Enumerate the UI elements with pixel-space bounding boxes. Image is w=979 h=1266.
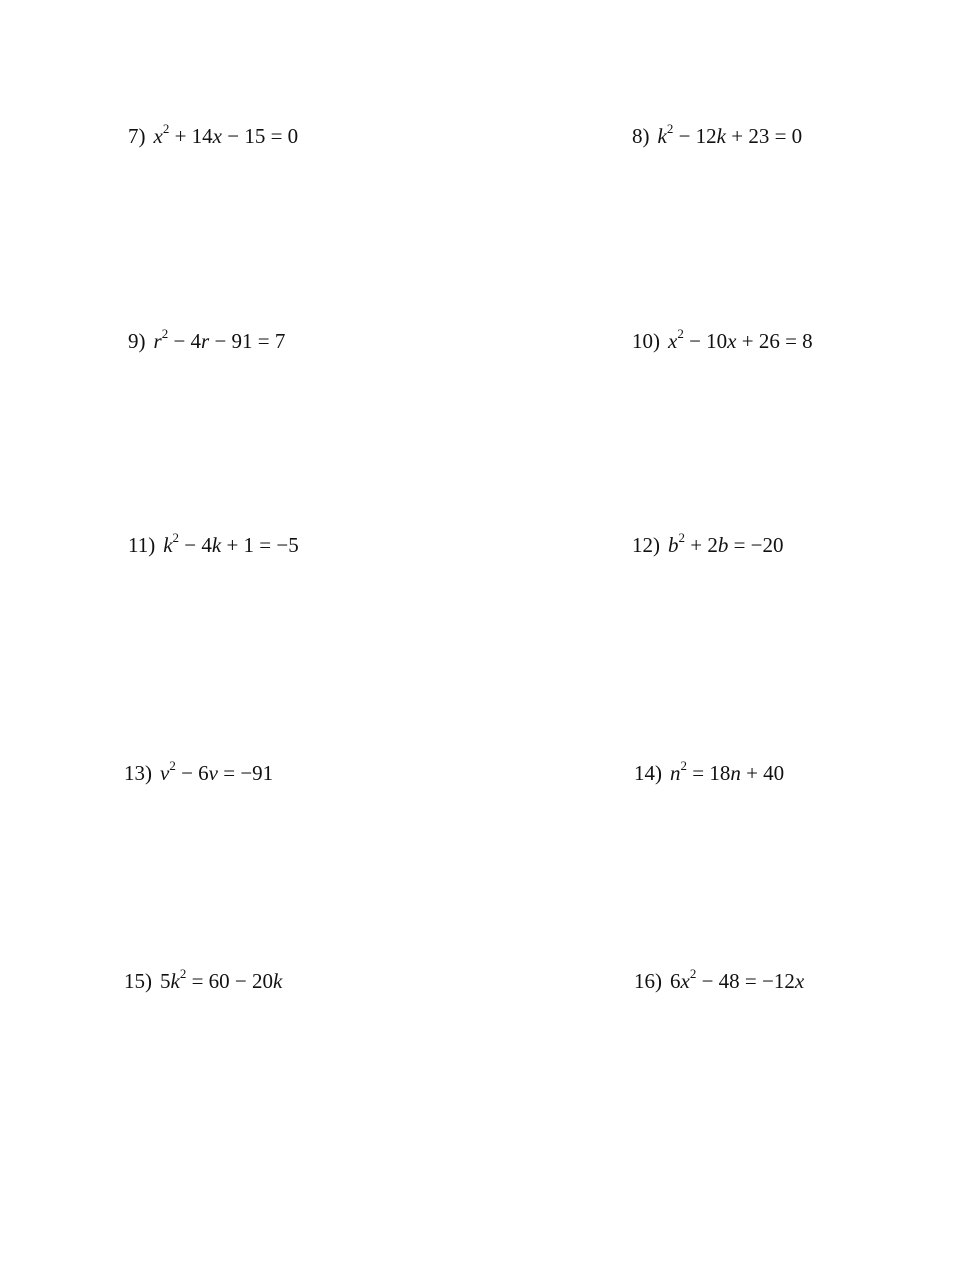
- variable: x: [668, 329, 678, 353]
- problem-10: [632, 326, 813, 353]
- equation-text: = 18: [687, 761, 731, 785]
- variable: k: [273, 969, 283, 993]
- equation-text: 5: [160, 969, 171, 993]
- variable: v: [208, 761, 218, 785]
- exponent: 2: [172, 530, 180, 545]
- equation: [153, 121, 299, 148]
- variable: x: [153, 124, 163, 148]
- problem-number: 7): [128, 124, 146, 148]
- exponent: 2: [680, 758, 687, 773]
- equation: [668, 530, 784, 557]
- equation-text: − 48 = −12: [696, 969, 795, 993]
- variable: b: [668, 533, 679, 557]
- problem-13: [124, 758, 274, 785]
- problem-8: [632, 121, 803, 148]
- problem-number: 14): [634, 761, 662, 785]
- variable: b: [717, 533, 729, 557]
- variable: n: [730, 761, 741, 785]
- exponent: 2: [161, 326, 169, 341]
- equation-text: − 91 = 7: [209, 329, 286, 353]
- variable: x: [794, 969, 805, 993]
- equation-text: − 6: [175, 761, 209, 785]
- equation-text: − 15 = 0: [222, 124, 299, 148]
- equation-text: − 4: [179, 533, 212, 557]
- problem-number: 12): [632, 533, 660, 557]
- equation-text: + 40: [740, 761, 785, 785]
- exponent: 2: [162, 121, 170, 136]
- equation-text: + 1 = −5: [221, 533, 299, 557]
- problem-12: [632, 530, 784, 557]
- variable: r: [201, 329, 210, 353]
- variable: k: [657, 124, 667, 148]
- problem-15: [124, 966, 283, 993]
- problem-number: 13): [124, 761, 152, 785]
- equation: [163, 530, 299, 557]
- equation: [670, 966, 805, 993]
- equation-text: = −91: [218, 761, 274, 785]
- exponent: 2: [689, 966, 697, 981]
- equation-text: − 4: [168, 329, 202, 353]
- problem-number: 16): [634, 969, 662, 993]
- exponent: 2: [678, 530, 685, 545]
- problem-14: [634, 758, 785, 785]
- problem-number: 9): [128, 329, 146, 353]
- equation: [668, 326, 813, 353]
- equation-text: − 10: [683, 329, 728, 353]
- equation-text: − 12: [673, 124, 717, 148]
- variable: v: [160, 761, 170, 785]
- equation: [670, 758, 785, 785]
- problem-16: [634, 966, 805, 993]
- exponent: 2: [179, 966, 187, 981]
- exponent: 2: [677, 326, 684, 341]
- variable: k: [716, 124, 726, 148]
- equation-text: + 23 = 0: [726, 124, 803, 148]
- exponent: 2: [169, 758, 176, 773]
- variable: x: [212, 124, 222, 148]
- equation-text: + 26 = 8: [736, 329, 813, 353]
- variable: k: [170, 969, 180, 993]
- problem-number: 11): [128, 533, 156, 557]
- problem-number: 15): [124, 969, 152, 993]
- equation: [657, 121, 803, 148]
- variable: n: [670, 761, 681, 785]
- equation-text: + 14: [169, 124, 213, 148]
- variable: k: [211, 533, 222, 557]
- problem-number: 8): [632, 124, 650, 148]
- problem-9: [128, 326, 286, 353]
- variable: x: [680, 969, 690, 993]
- variable: k: [163, 533, 173, 557]
- equation: [160, 966, 283, 993]
- equation-text: = 60 − 20: [186, 969, 274, 993]
- problem-11: [128, 530, 299, 557]
- variable: r: [153, 329, 162, 353]
- exponent: 2: [666, 121, 674, 136]
- equation: [160, 758, 274, 785]
- equation: [153, 326, 286, 353]
- equation-text: 6: [670, 969, 681, 993]
- equation-text: = −20: [728, 533, 784, 557]
- equation-text: + 2: [685, 533, 718, 557]
- problem-7: [128, 121, 299, 148]
- variable: x: [727, 329, 737, 353]
- problem-number: 10): [632, 329, 660, 353]
